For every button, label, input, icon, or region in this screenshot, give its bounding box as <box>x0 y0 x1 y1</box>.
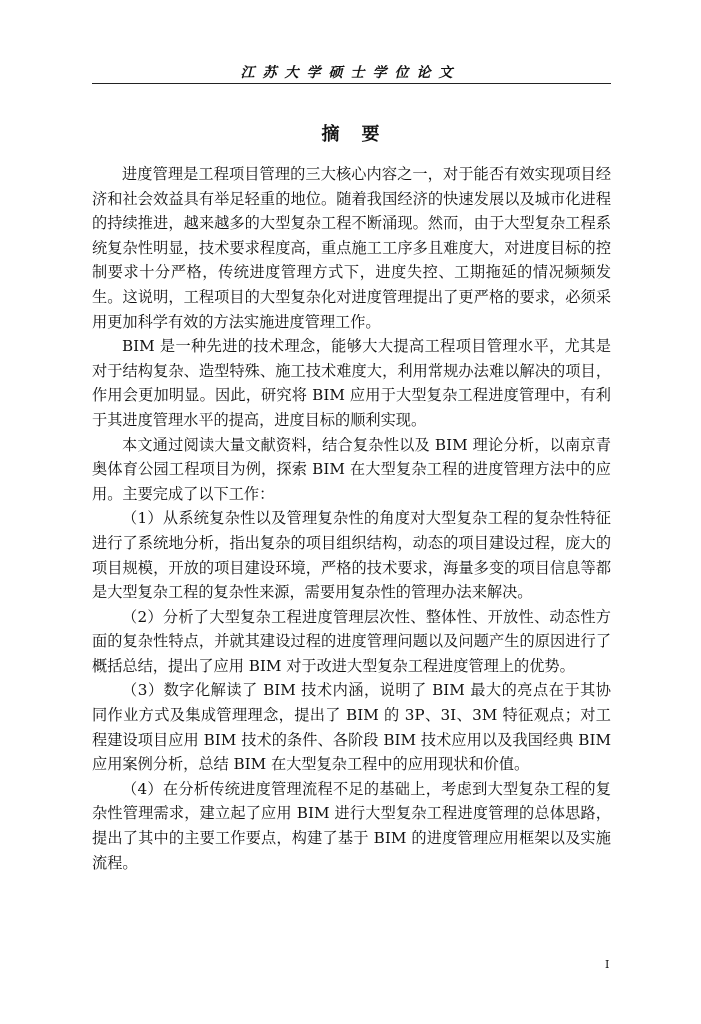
abstract-paragraph-3: 本文通过阅读大量文献资料，结合复杂性以及 BIM 理论分析，以南京青奥体育公园工程项目为例，探索 BIM 在大型复杂工程的进度管理方法中的应用。主要完成了以下工作： <box>92 435 611 503</box>
abstract-body <box>92 162 611 875</box>
thesis-header: 江苏大学硕士学位论文 <box>240 65 461 81</box>
header-rule <box>92 83 611 84</box>
page-number: I <box>605 958 610 971</box>
abstract-paragraph-5: （2）分析了大型复杂工程进度管理层次性、整体性、开放性、动态性方面的复杂性特点，并就其建设过程的进度管理问题以及问题产生的原因进行了概括总结，提出了应用 BIM 对于改进大型复杂工程进度管理上的优势。 <box>92 607 611 675</box>
abstract-paragraph-2: BIM 是一种先进的技术理念，能够大大提高工程项目管理水平，尤其是对于结构复杂、造型特殊、施工技术难度大，利用常规办法难以解决的项目，作用会更加明显。因此，研究将 BIM 应用于大型复杂工程进度管理中，有利于其进度管理水平的提高，进度目标的顺利实现。 <box>92 337 611 429</box>
abstract-paragraph-7: （4）在分析传统进度管理流程不足的基础上，考虑到大型复杂工程的复杂性管理需求，建立起了应用 BIM 进行大型复杂工程进度管理的总体思路，提出了其中的主要工作要点，构建了基于 BIM 的进度管理应用框架以及实施流程。 <box>92 779 611 872</box>
abstract-paragraph-4: （1）从系统复杂性以及管理复杂性的角度对大型复杂工程的复杂性特征进行了系统地分析，指出复杂的项目组织结构，动态的项目建设过程，庞大的项目规模，开放的项目建设环境，严格的技术要求，海量多变的项目信息等都是大型复杂工程的复杂性来源，需要用复杂性的管理办法来解决。 <box>92 509 611 602</box>
abstract-paragraph-1: 进度管理是工程项目管理的三大核心内容之一，对于能否有效实现项目经济和社会效益具有举足轻重的地位。随着我国经济的快速发展以及城市化进程的持续推进，越来越多的大型复杂工程不断涌现。然而，由于大型复杂工程系统复杂性明显，技术要求程度高，重点施工工序多且难度大，对进度目标的控制要求十分严格，传统进度管理方式下，进度失控、工期拖延的情况频频发生。这说明，工程项目的大型复杂化对进度管理提出了更严格的要求，必须采用更加科学有效的方法实施进度管理工作。 <box>92 165 611 331</box>
abstract-paragraph-6: （3）数字化解读了 BIM 技术内涵，说明了 BIM 最大的亮点在于其协同作业方式及集成管理理念，提出了 BIM 的 3P、3I、3M 特征观点；对工程建设项目应用 BIM 技术的条件、各阶段 BIM 技术应用以及我国经典 BIM 应用案例分析，总结 BIM 在大型复杂工程中的应用现状和价值。 <box>92 681 611 774</box>
abstract-title: 摘要 <box>321 124 402 145</box>
